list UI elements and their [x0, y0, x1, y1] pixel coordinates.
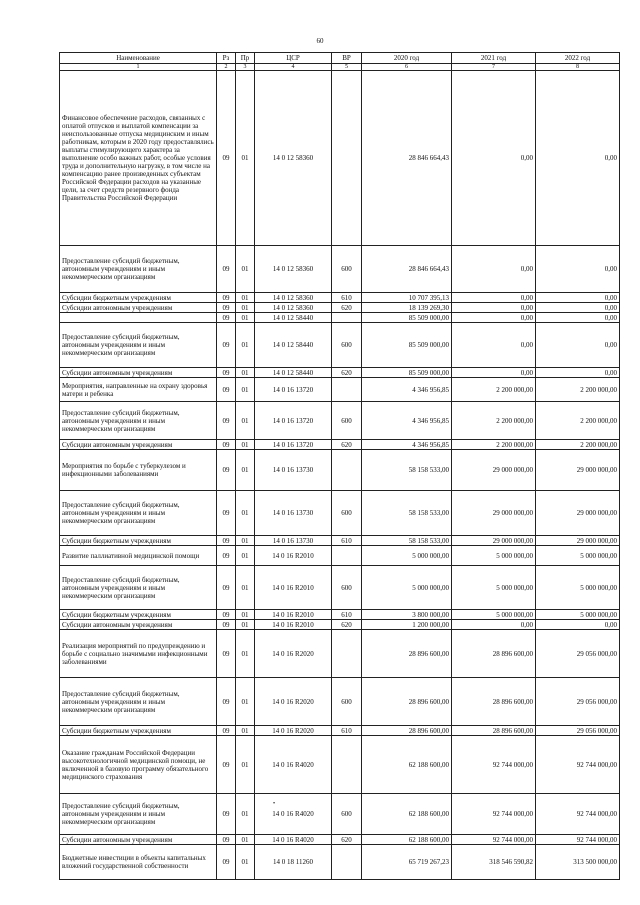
row-name: Реализация мероприятий по предупреждению и борьбе с социально значимыми инфекционными заболеваниями [60, 630, 217, 678]
row-pr: 01 [236, 845, 255, 880]
row-csr: 14 0 16 13720 [255, 378, 332, 402]
row-csr: 14 0 16 13730 [255, 450, 332, 491]
header-row [60, 53, 620, 64]
row-rz: 09 [217, 546, 236, 566]
row-2022: 92 744 000,00 [536, 794, 620, 835]
header-vr: ВР [332, 53, 362, 64]
header-2022: 2022 год [536, 53, 620, 64]
table-row [60, 293, 620, 303]
row-pr: 01 [236, 402, 255, 440]
row-rz: 09 [217, 726, 236, 736]
row-csr-value: 14 0 16 R4020 [272, 810, 314, 818]
budget-table [59, 52, 620, 880]
row-2020: 5 000 000,00 [362, 546, 452, 566]
row-2022: 2 200 000,00 [536, 378, 620, 402]
row-2021: 92 744 000,00 [452, 794, 536, 835]
row-2022: 0,00 [536, 368, 620, 378]
row-rz: 09 [217, 246, 236, 293]
table-row [60, 736, 620, 794]
row-csr: 14 0 16 R4020 [255, 835, 332, 845]
row-csr: 14 0 12 58360 [255, 303, 332, 313]
row-2022: 0,00 [536, 303, 620, 313]
row-csr: 14 0 18 11260 [255, 845, 332, 880]
row-name: Субсидии бюджетным учреждениям [60, 726, 217, 736]
row-2021: 28 896 600,00 [452, 726, 536, 736]
row-2022: 92 744 000,00 [536, 736, 620, 794]
row-vr [332, 313, 362, 323]
row-2021: 5 000 000,00 [452, 566, 536, 610]
table-row [60, 450, 620, 491]
row-rz: 09 [217, 630, 236, 678]
row-rz: 09 [217, 313, 236, 323]
row-name: Предоставление субсидий бюджетным, автономным учреждениям и иным некоммерческим организациям [60, 566, 217, 610]
row-vr [332, 450, 362, 491]
row-2022: 313 500 000,00 [536, 845, 620, 880]
row-rz: 09 [217, 835, 236, 845]
row-csr: 14 0 12 58360 [255, 293, 332, 303]
row-2020: 62 188 600,00 [362, 794, 452, 835]
page-number: 60 [316, 37, 324, 45]
row-pr: 01 [236, 610, 255, 620]
row-vr: 600 [332, 794, 362, 835]
table-row [60, 620, 620, 630]
row-2021: 0,00 [452, 71, 536, 246]
row-2021: 0,00 [452, 303, 536, 313]
row-pr: 01 [236, 378, 255, 402]
table-row [60, 402, 620, 440]
column-number: 2 [217, 64, 236, 71]
row-rz: 09 [217, 491, 236, 536]
row-2022: 5 000 000,00 [536, 546, 620, 566]
column-number: 3 [236, 64, 255, 71]
table-row [60, 845, 620, 880]
row-rz: 09 [217, 610, 236, 620]
row-2020: 10 707 395,13 [362, 293, 452, 303]
row-2020: 65 719 267,23 [362, 845, 452, 880]
row-name: Предоставление субсидий бюджетным, автономным учреждениям и иным некоммерческим организациям [60, 491, 217, 536]
row-rz: 09 [217, 440, 236, 450]
row-2021: 5 000 000,00 [452, 610, 536, 620]
row-pr: 01 [236, 678, 255, 726]
row-name: Субсидии автономным учреждениям [60, 440, 217, 450]
row-2020: 85 509 000,00 [362, 368, 452, 378]
row-2022: 29 000 000,00 [536, 491, 620, 536]
row-vr: 600 [332, 246, 362, 293]
row-vr: 610 [332, 610, 362, 620]
row-2022: 29 000 000,00 [536, 450, 620, 491]
row-csr: 14 0 16 R2020 [255, 630, 332, 678]
column-number: 1 [60, 64, 217, 71]
row-2020: 3 800 000,00 [362, 610, 452, 620]
row-rz: 09 [217, 620, 236, 630]
table-row [60, 546, 620, 566]
header-pr: Пр [236, 53, 255, 64]
row-pr: 01 [236, 736, 255, 794]
row-2020: 62 188 600,00 [362, 736, 452, 794]
row-pr: 01 [236, 313, 255, 323]
row-2021: 28 896 600,00 [452, 678, 536, 726]
table-row [60, 71, 620, 246]
row-name: Предоставление субсидий бюджетным, автономным учреждениям и иным некоммерческим организациям [60, 246, 217, 293]
row-name: Субсидии автономным учреждениям [60, 368, 217, 378]
row-csr: 14 0 12 58440 [255, 313, 332, 323]
row-csr: 14 0 12 58440 [255, 368, 332, 378]
row-csr: 14 0 16 R2010 [255, 566, 332, 610]
row-pr: 01 [236, 536, 255, 546]
row-rz: 09 [217, 536, 236, 546]
row-2021: 2 200 000,00 [452, 440, 536, 450]
row-vr: 620 [332, 303, 362, 313]
row-2021: 29 000 000,00 [452, 450, 536, 491]
row-2020: 58 158 533,00 [362, 536, 452, 546]
header-csr: ЦСР [255, 53, 332, 64]
row-2020: 62 188 600,00 [362, 835, 452, 845]
row-vr [332, 378, 362, 402]
row-csr: 14 0 16 13720 [255, 402, 332, 440]
row-rz: 09 [217, 303, 236, 313]
row-name: Субсидии бюджетным учреждениям [60, 610, 217, 620]
column-number: 8 [536, 64, 620, 71]
row-pr: 01 [236, 546, 255, 566]
row-2022: 29 056 000,00 [536, 726, 620, 736]
row-2022: 29 000 000,00 [536, 536, 620, 546]
row-vr: 610 [332, 536, 362, 546]
row-vr [332, 630, 362, 678]
row-rz: 09 [217, 845, 236, 880]
row-name: Субсидии бюджетным учреждениям [60, 293, 217, 303]
table-row [60, 246, 620, 293]
table-row [60, 835, 620, 845]
row-2022: 5 000 000,00 [536, 566, 620, 610]
row-vr: 600 [332, 678, 362, 726]
row-2020: 4 346 956,85 [362, 378, 452, 402]
row-vr: 620 [332, 440, 362, 450]
row-pr: 01 [236, 794, 255, 835]
row-rz: 09 [217, 678, 236, 726]
row-2020: 28 846 664,43 [362, 246, 452, 293]
row-csr: 14 0 16 R2010 [255, 620, 332, 630]
table-row [60, 610, 620, 620]
row-rz: 09 [217, 368, 236, 378]
row-rz: 09 [217, 736, 236, 794]
row-rz: 09 [217, 450, 236, 491]
row-csr: 14 0 16 R2010 [255, 610, 332, 620]
row-csr: 14 0 16 R2010 [255, 546, 332, 566]
row-2020: 28 896 600,00 [362, 726, 452, 736]
table-row [60, 794, 620, 835]
row-2021: 92 744 000,00 [452, 736, 536, 794]
row-pr: 01 [236, 835, 255, 845]
row-vr: 610 [332, 293, 362, 303]
header-name: Наименование [60, 53, 217, 64]
row-pr: 01 [236, 440, 255, 450]
row-vr: 620 [332, 368, 362, 378]
pen-mark-icon: • [273, 801, 276, 807]
row-2021: 29 000 000,00 [452, 536, 536, 546]
row-2021: 0,00 [452, 313, 536, 323]
row-name: Предоставление субсидий бюджетным, автономным учреждениям и иным некоммерческим организациям [60, 323, 217, 368]
header-2020: 2020 год [362, 53, 452, 64]
row-name [60, 313, 217, 323]
row-2021: 0,00 [452, 368, 536, 378]
row-name: Предоставление субсидий бюджетным, автономным учреждениям и иным некоммерческим организациям [60, 678, 217, 726]
row-vr [332, 845, 362, 880]
row-name: Бюджетные инвестиции в объекты капитальных вложений государственной собственности [60, 845, 217, 880]
row-vr [332, 736, 362, 794]
row-name: Субсидии автономным учреждениям [60, 620, 217, 630]
table-row [60, 491, 620, 536]
row-vr: 600 [332, 491, 362, 536]
table-row [60, 323, 620, 368]
row-2022: 2 200 000,00 [536, 402, 620, 440]
row-csr: 14 0 12 58440 [255, 323, 332, 368]
row-csr [255, 794, 332, 835]
table-row [60, 378, 620, 402]
row-vr: 610 [332, 726, 362, 736]
row-vr [332, 71, 362, 246]
row-pr: 01 [236, 368, 255, 378]
table-row [60, 726, 620, 736]
table-row [60, 303, 620, 313]
header-2021: 2021 год [452, 53, 536, 64]
row-2020: 4 346 956,85 [362, 402, 452, 440]
row-pr: 01 [236, 620, 255, 630]
row-name: Развитие паллиативной медицинской помощи [60, 546, 217, 566]
row-2022: 0,00 [536, 293, 620, 303]
row-2021: 0,00 [452, 246, 536, 293]
row-rz: 09 [217, 71, 236, 246]
table-row [60, 536, 620, 546]
row-rz: 09 [217, 566, 236, 610]
row-csr: 14 0 16 13730 [255, 491, 332, 536]
table-row [60, 678, 620, 726]
row-rz: 09 [217, 794, 236, 835]
row-pr: 01 [236, 491, 255, 536]
row-2020: 28 896 600,00 [362, 630, 452, 678]
table-row [60, 313, 620, 323]
row-2022: 2 200 000,00 [536, 440, 620, 450]
row-rz: 09 [217, 323, 236, 368]
row-2022: 5 000 000,00 [536, 610, 620, 620]
row-pr: 01 [236, 450, 255, 491]
row-name: Субсидии автономным учреждениям [60, 835, 217, 845]
table-row [60, 440, 620, 450]
table-row [60, 368, 620, 378]
row-2020: 18 139 269,30 [362, 303, 452, 313]
row-pr: 01 [236, 630, 255, 678]
row-2021: 5 000 000,00 [452, 546, 536, 566]
row-2020: 85 509 000,00 [362, 323, 452, 368]
row-vr: 600 [332, 566, 362, 610]
row-csr: 14 0 12 58360 [255, 246, 332, 293]
row-2021: 2 200 000,00 [452, 378, 536, 402]
column-number: 7 [452, 64, 536, 71]
row-name: Мероприятия по борьбе с туберкулезом и инфекционными заболеваниями [60, 450, 217, 491]
row-csr: 14 0 16 R2020 [255, 726, 332, 736]
row-pr: 01 [236, 303, 255, 313]
row-2020: 58 158 533,00 [362, 450, 452, 491]
row-pr: 01 [236, 71, 255, 246]
table-row [60, 630, 620, 678]
row-2021: 318 546 590,82 [452, 845, 536, 880]
row-2022: 92 744 000,00 [536, 835, 620, 845]
row-vr: 600 [332, 402, 362, 440]
row-name: Мероприятия, направленные на охрану здоровья матери и ребенка [60, 378, 217, 402]
row-2022: 29 056 000,00 [536, 630, 620, 678]
row-rz: 09 [217, 402, 236, 440]
row-2020: 5 000 000,00 [362, 566, 452, 610]
row-2020: 85 509 000,00 [362, 313, 452, 323]
row-csr: 14 0 16 R4020 [255, 736, 332, 794]
row-name: Субсидии бюджетным учреждениям [60, 536, 217, 546]
row-csr: 14 0 16 13720 [255, 440, 332, 450]
column-number: 5 [332, 64, 362, 71]
row-name: Оказание гражданам Российской Федерации высокотехнологичной медицинской помощи, не включенной в базовую программу обязательного медицинского страхования [60, 736, 217, 794]
column-number: 6 [362, 64, 452, 71]
row-vr: 620 [332, 620, 362, 630]
row-2020: 4 346 956,85 [362, 440, 452, 450]
row-name: Предоставление субсидий бюджетным, автономным учреждениям и иным некоммерческим организациям [60, 794, 217, 835]
row-2022: 0,00 [536, 323, 620, 368]
row-2021: 0,00 [452, 293, 536, 303]
column-number: 4 [255, 64, 332, 71]
row-2022: 0,00 [536, 246, 620, 293]
row-pr: 01 [236, 293, 255, 303]
row-2022: 0,00 [536, 620, 620, 630]
row-pr: 01 [236, 323, 255, 368]
row-2021: 92 744 000,00 [452, 835, 536, 845]
row-csr: 14 0 16 R2020 [255, 678, 332, 726]
row-rz: 09 [217, 378, 236, 402]
row-2022: 0,00 [536, 71, 620, 246]
header-rz: Рз [217, 53, 236, 64]
row-vr: 600 [332, 323, 362, 368]
row-csr: 14 0 16 13730 [255, 536, 332, 546]
row-2022: 29 056 000,00 [536, 678, 620, 726]
row-2021: 0,00 [452, 323, 536, 368]
row-vr: 620 [332, 835, 362, 845]
row-2021: 29 000 000,00 [452, 491, 536, 536]
row-2020: 1 200 000,00 [362, 620, 452, 630]
row-vr [332, 546, 362, 566]
row-2020: 28 846 664,43 [362, 71, 452, 246]
row-name: Предоставление субсидий бюджетным, автономным учреждениям и иным некоммерческим организациям [60, 402, 217, 440]
row-rz: 09 [217, 293, 236, 303]
row-2022: 0,00 [536, 313, 620, 323]
row-name: Субсидии автономным учреждениям [60, 303, 217, 313]
row-pr: 01 [236, 246, 255, 293]
row-pr: 01 [236, 726, 255, 736]
row-2021: 28 896 600,00 [452, 630, 536, 678]
table-row [60, 566, 620, 610]
row-2021: 2 200 000,00 [452, 402, 536, 440]
row-csr: 14 0 12 58360 [255, 71, 332, 246]
row-name: Финансовое обеспечение расходов, связанных с оплатой отпусков и выплатой компенсации за неиспользованные отпуска медицинским и иным работникам, которым в 2020 году предоставлялись выплаты стимулирующего характера за выполнение особо важных работ, особые условия труда и дополнительную нагрузку, в том числе на компенсацию ранее произведенных субъектам Российской Федерации расходов на указанные цели, за счет средств резервного фонда Правительства Российской Федерации [60, 71, 217, 246]
row-2020: 28 896 600,00 [362, 678, 452, 726]
row-2021: 0,00 [452, 620, 536, 630]
row-pr: 01 [236, 566, 255, 610]
row-2020: 58 158 533,00 [362, 491, 452, 536]
column-numbers-row [60, 64, 620, 71]
